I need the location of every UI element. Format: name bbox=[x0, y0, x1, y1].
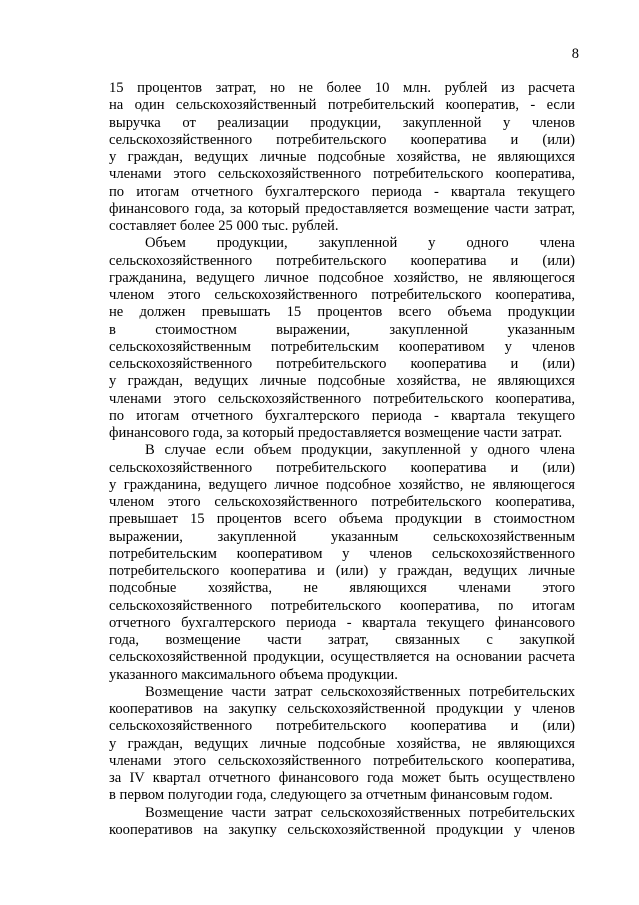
text-line: отчетного бухгалтерского периода - квартала текущего финансового bbox=[109, 614, 575, 631]
text-line: не должен превышать 15 процентов всего объема продукции bbox=[109, 304, 575, 321]
text-line: сельскохозяйственного потребительского кооператива и (или) bbox=[109, 459, 575, 476]
text-line: у граждан, ведущих личные подсобные хозяйства, не являющихся bbox=[109, 735, 575, 752]
paragraph-1 bbox=[109, 80, 575, 235]
text-line: у граждан, ведущих личные подсобные хозяйства, не являющихся bbox=[109, 373, 575, 390]
text-line: по итогам отчетного бухгалтерского периода - квартала текущего bbox=[109, 407, 575, 424]
text-line: выражении, закупленной указанным сельскохозяйственным bbox=[109, 528, 575, 545]
text-line: сельскохозяйственной продукции, осуществляется на основании расчета bbox=[109, 649, 575, 666]
text-line: сельскохозяйственного потребительского кооператива, по итогам bbox=[109, 597, 575, 614]
text-line: за IV квартал отчетного финансового года может быть осуществлено bbox=[109, 770, 575, 786]
text-line: финансового года, за который предоставляется возмещение части затрат. bbox=[109, 425, 563, 441]
text-line: Возмещение части затрат сельскохозяйственных потребительских bbox=[145, 683, 575, 700]
page-number: 8 bbox=[571, 46, 579, 62]
text-line: сельскохозяйственного потребительского кооператива и (или) bbox=[109, 252, 575, 269]
text-line: В случае если объем продукции, закупленной у одного члена bbox=[145, 442, 575, 459]
paragraph-3 bbox=[109, 442, 575, 684]
text-line: у гражданина, ведущего личное подсобное хозяйство, не являющегося bbox=[109, 476, 575, 493]
text-line: членом этого сельскохозяйственного потребительского кооператива, bbox=[109, 287, 575, 303]
text-line: финансового года, за который предоставляется возмещение части затрат, bbox=[109, 200, 575, 217]
text-line: Возмещение части затрат сельскохозяйственных потребительских bbox=[145, 804, 575, 821]
text-line: сельскохозяйственного потребительского кооператива и (или) bbox=[109, 131, 575, 148]
text-line: в первом полугодии года, следующего за отчетным финансовым годом. bbox=[109, 787, 553, 804]
paragraph-4 bbox=[109, 684, 575, 805]
text-line: сельскохозяйственным потребительским кооперативом у членов bbox=[109, 338, 575, 355]
text-line: 15 процентов затрат, но не более 10 млн. рублей из расчета bbox=[109, 80, 575, 96]
body-text bbox=[109, 80, 575, 839]
text-line: Объем продукции, закупленной у одного члена bbox=[145, 235, 575, 252]
text-line: по итогам отчетного бухгалтерского периода - квартала текущего bbox=[109, 183, 575, 200]
paragraph-5 bbox=[109, 805, 575, 840]
text-line: гражданина, ведущего личное подсобное хозяйство, не являющегося bbox=[109, 269, 575, 286]
text-line: на один сельскохозяйственный потребительский кооператив, - если bbox=[109, 97, 575, 114]
text-line: потребительского кооператива и (или) у граждан, ведущих личные bbox=[109, 563, 575, 579]
paragraph-2 bbox=[109, 235, 575, 442]
text-line: потребительским кооперативом у членов сельскохозяйственного bbox=[109, 545, 575, 562]
text-line: кооперативов на закупку сельскохозяйственной продукции у членов bbox=[109, 821, 575, 838]
text-line: в стоимостном выражении, закупленной указанным bbox=[109, 321, 575, 338]
text-line: у граждан, ведущих личные подсобные хозяйства, не являющихся bbox=[109, 149, 575, 165]
text-line: указанного максимального объема продукции. bbox=[109, 666, 398, 683]
text-line: года, возмещение части затрат, связанных с закупкой bbox=[109, 632, 575, 648]
text-line: сельскохозяйственного потребительского кооператива и (или) bbox=[109, 356, 575, 372]
text-line: членами этого сельскохозяйственного потребительского кооператива, bbox=[109, 390, 575, 407]
text-line: членом этого сельскохозяйственного потребительского кооператива, bbox=[109, 494, 575, 510]
text-line: подсобные хозяйства, не являющихся членами этого bbox=[109, 580, 575, 597]
text-line: выручка от реализации продукции, закупленной у членов bbox=[109, 114, 575, 131]
text-line: превышает 15 процентов всего объема продукции в стоимостном bbox=[109, 511, 575, 528]
text-line: членами этого сельскохозяйственного потребительского кооператива, bbox=[109, 166, 575, 183]
text-line: членами этого сельскохозяйственного потребительского кооператива, bbox=[109, 752, 575, 769]
text-line: кооперативов на закупку сельскохозяйственной продукции у членов bbox=[109, 701, 575, 717]
text-line: составляет более 25 000 тыс. рублей. bbox=[109, 218, 339, 234]
text-line: сельскохозяйственного потребительского кооператива и (или) bbox=[109, 718, 575, 735]
